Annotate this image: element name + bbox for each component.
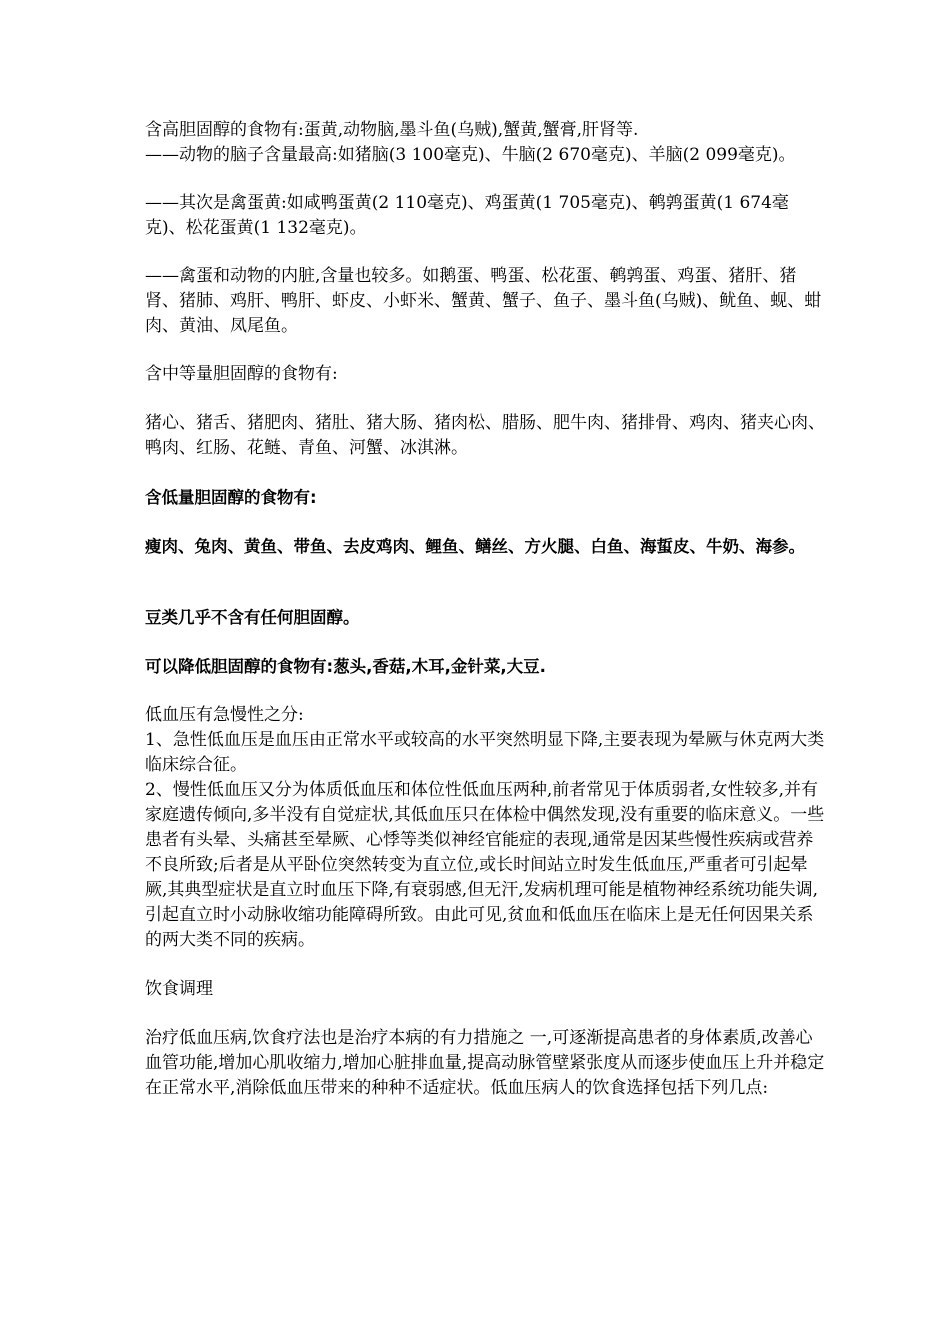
paragraph-acute-hypotension: 1、急性低血压是血压由正常水平或较高的水平突然明显下降,主要表现为晕厥与休克两大类临床综合征。 bbox=[145, 730, 825, 775]
paragraph-medium-list: 猪心、猪舌、猪肥肉、猪肚、猪大肠、猪肉松、腊肠、肥牛肉、猪排骨、鸡肉、猪夹心肉、鸭肉、红肠、花鲢、青鱼、河蟹、冰淇淋。 bbox=[145, 413, 825, 458]
paragraph-organ-meats: ——禽蛋和动物的内脏,含量也较多。如鹅蛋、鸭蛋、松花蛋、鹌鹑蛋、鸡蛋、猪肝、猪肾、猪肺、鸡肝、鸭肝、虾皮、小虾米、蟹黄、蟹子、鱼子、墨斗鱼(乌贼)、鱿鱼、蚬、蚶肉、黄油、凤尾鱼。 bbox=[145, 266, 822, 336]
paragraph-high-cholesterol-intro: 含高胆固醇的食物有:蛋黄,动物脑,墨斗鱼(乌贼),蟹黄,蟹膏,肝肾等. bbox=[145, 120, 639, 140]
spacer bbox=[145, 461, 825, 485]
paragraph-beans: 豆类几乎不含有任何胆固醇。 bbox=[145, 608, 360, 627]
heading-diet: 饮食调理 bbox=[145, 979, 213, 999]
paragraph-chronic-hypotension: 2、慢性低血压又分为体质低血压和体位性低血压两种,前者常见于体质弱者,女性较多,并有家庭遗传倾向,多半没有自觉症状,其低血压只在体检中偶然发现,没有重要的临床意义。一些患者有头晕、头痛甚至晕厥、心悸等类似神经官能症的表现,通常是因某些慢性疾病或营养不良所致;后者是从平卧位突然转变为直立位,或长时间站立时发生低血压,严重者可引起晕厥,其典型症状是直立时血压下降,有衰弱感,但无汗,发病机理可能是植物神经系统功能失调,引起直立时小动脉收缩功能障碍所致。由此可见,贫血和低血压在临床上是无任何因果关系的两大类不同的疾病。 bbox=[145, 780, 825, 950]
paragraph-hypotension-types: 低血压有急慢性之分: bbox=[145, 705, 304, 725]
paragraph-low-cholesterol-list: 瘦肉、兔肉、黄鱼、带鱼、去皮鸡肉、鲤鱼、鳝丝、方火腿、白鱼、海蜇皮、牛奶、海参。 bbox=[145, 537, 805, 556]
document-body bbox=[145, 118, 825, 1101]
spacer bbox=[145, 168, 825, 191]
spacer bbox=[145, 339, 825, 362]
spacer bbox=[145, 241, 825, 264]
spacer bbox=[145, 679, 825, 703]
paragraph-lowering-foods: 可以降低胆固醇的食物有:葱头,香菇,木耳,金针菜,大豆. bbox=[145, 657, 546, 676]
paragraph-animal-brain: ——动物的脑子含量最高:如猪脑(3 100毫克)、牛脑(2 670毫克)、羊脑(2 099毫克)。 bbox=[145, 145, 796, 165]
spacer bbox=[145, 953, 825, 977]
paragraph-diet-therapy: 治疗低血压病,饮食疗法也是治疗本病的有力措施之 一,可逐渐提高患者的身体素质,改善心血管功能,增加心肌收缩力,增加心脏排血量,提高动脉管壁紧张度从而逐步使血压上升并稳定在正常水平,消除低血压带来的种种不适症状。低血压病人的饮食选择包括下列几点: bbox=[145, 1028, 825, 1098]
spacer bbox=[145, 1002, 825, 1026]
spacer bbox=[145, 387, 825, 411]
spacer bbox=[145, 630, 825, 654]
paragraph-medium-heading: 含中等量胆固醇的食物有: bbox=[145, 364, 338, 384]
heading-low-cholesterol: 含低量胆固醇的食物有: bbox=[145, 488, 317, 507]
spacer bbox=[145, 559, 825, 605]
paragraph-egg-yolk: ——其次是禽蛋黄:如咸鸭蛋黄(2 110毫克)、鸡蛋黄(1 705毫克)、鹌鹑蛋黄(1 674毫克)、松花蛋黄(1 132毫克)。 bbox=[145, 193, 789, 238]
spacer bbox=[145, 510, 825, 534]
